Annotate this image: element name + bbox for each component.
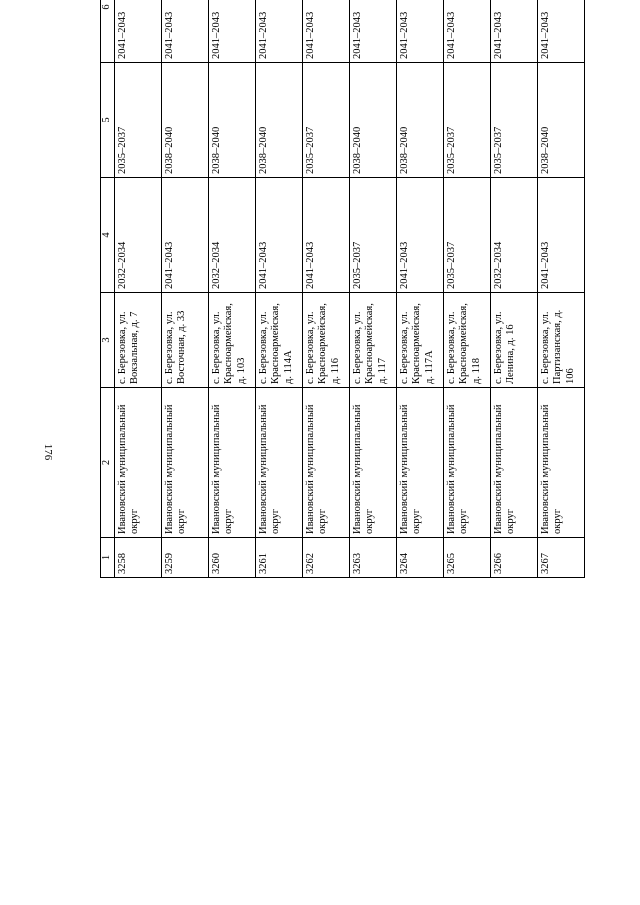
address-cell: с. Березовка, ул. Красноармейская, д. 118	[443, 293, 490, 388]
table-row	[302, 0, 349, 578]
district-cell: Ивановский муниципальный округ	[114, 388, 161, 538]
district-cell: Ивановский муниципальный округ	[208, 388, 255, 538]
period-col6-cell: 2041–2043	[490, 0, 537, 63]
period-col5-cell: 2035–2037	[490, 63, 537, 178]
period-col6-cell: 2041–2043	[161, 0, 208, 63]
district-cell: Ивановский муниципальный округ	[255, 388, 302, 538]
period-col4-cell: 2041–2043	[396, 178, 443, 293]
period-col4-cell: 2032–2034	[114, 178, 161, 293]
period-col5-cell: 2038–2040	[255, 63, 302, 178]
row-number-cell: 3265	[443, 538, 490, 578]
district-cell: Ивановский муниципальный округ	[302, 388, 349, 538]
period-col5-cell: 2038–2040	[349, 63, 396, 178]
period-col4-cell: 2041–2043	[537, 178, 584, 293]
period-col4-cell: 2032–2034	[490, 178, 537, 293]
period-col4-cell: 2035–2037	[443, 178, 490, 293]
address-cell: с. Березовка, ул. Ленина, д. 16	[490, 293, 537, 388]
district-cell: Ивановский муниципальный округ	[537, 388, 584, 538]
period-col4-cell: 2041–2043	[161, 178, 208, 293]
district-cell: Ивановский муниципальный округ	[443, 388, 490, 538]
column-header: 3	[101, 293, 115, 388]
period-col4-cell: 2035–2037	[349, 178, 396, 293]
period-col6-cell: 2041–2043	[255, 0, 302, 63]
district-cell: Ивановский муниципальный округ	[490, 388, 537, 538]
address-cell: с. Березовка, ул. Красноармейская, д. 103	[208, 293, 255, 388]
period-col6-cell: 2041–2043	[537, 0, 584, 63]
column-header: 1	[101, 538, 115, 578]
schedule-table	[100, 0, 585, 578]
period-col5-cell: 2038–2040	[161, 63, 208, 178]
column-header: 5	[101, 63, 115, 178]
table-row	[208, 0, 255, 578]
row-number-cell: 3262	[302, 538, 349, 578]
table-row	[114, 0, 161, 578]
row-number-cell: 3264	[396, 538, 443, 578]
row-number-cell: 3263	[349, 538, 396, 578]
column-header: 6	[101, 0, 115, 63]
address-cell: с. Березовка, ул. Красноармейская, д. 114А	[255, 293, 302, 388]
column-header: 4	[101, 178, 115, 293]
table-row	[490, 0, 537, 578]
address-cell: с. Березовка, ул. Вокзальная, д. 7	[114, 293, 161, 388]
period-col4-cell: 2041–2043	[302, 178, 349, 293]
period-col6-cell: 2041–2043	[349, 0, 396, 63]
row-number-cell: 3266	[490, 538, 537, 578]
page-number: 176	[42, 443, 54, 461]
period-col6-cell: 2041–2043	[396, 0, 443, 63]
header-row	[101, 0, 115, 578]
row-number-cell: 3267	[537, 538, 584, 578]
period-col5-cell: 2035–2037	[443, 63, 490, 178]
district-cell: Ивановский муниципальный округ	[396, 388, 443, 538]
table-row	[396, 0, 443, 578]
period-col6-cell: 2041–2043	[443, 0, 490, 63]
period-col5-cell: 2038–2040	[537, 63, 584, 178]
row-number-cell: 3259	[161, 538, 208, 578]
district-cell: Ивановский муниципальный округ	[161, 388, 208, 538]
period-col4-cell: 2041–2043	[255, 178, 302, 293]
period-col5-cell: 2038–2040	[208, 63, 255, 178]
period-col5-cell: 2035–2037	[302, 63, 349, 178]
table-row	[161, 0, 208, 578]
address-cell: с. Березовка, ул. Восточная, д. 33	[161, 293, 208, 388]
address-cell: с. Березовка, ул. Красноармейская, д. 116	[302, 293, 349, 388]
period-col6-cell: 2041–2043	[208, 0, 255, 63]
address-cell: с. Березовка, ул. Красноармейская, д. 117	[349, 293, 396, 388]
table-row	[349, 0, 396, 578]
column-header: 2	[101, 388, 115, 538]
table-row	[255, 0, 302, 578]
address-cell: с. Березовка, ул. Партизанская, д. 106	[537, 293, 584, 388]
table-row	[537, 0, 584, 578]
row-number-cell: 3260	[208, 538, 255, 578]
period-col6-cell: 2041–2043	[302, 0, 349, 63]
table-container	[100, 4, 585, 826]
period-col4-cell: 2032–2034	[208, 178, 255, 293]
period-col6-cell: 2041–2043	[114, 0, 161, 63]
district-cell: Ивановский муниципальный округ	[349, 388, 396, 538]
period-col5-cell: 2038–2040	[396, 63, 443, 178]
table-row	[443, 0, 490, 578]
row-number-cell: 3258	[114, 538, 161, 578]
period-col5-cell: 2035–2037	[114, 63, 161, 178]
address-cell: с. Березовка, ул. Красноармейская, д. 117А	[396, 293, 443, 388]
row-number-cell: 3261	[255, 538, 302, 578]
